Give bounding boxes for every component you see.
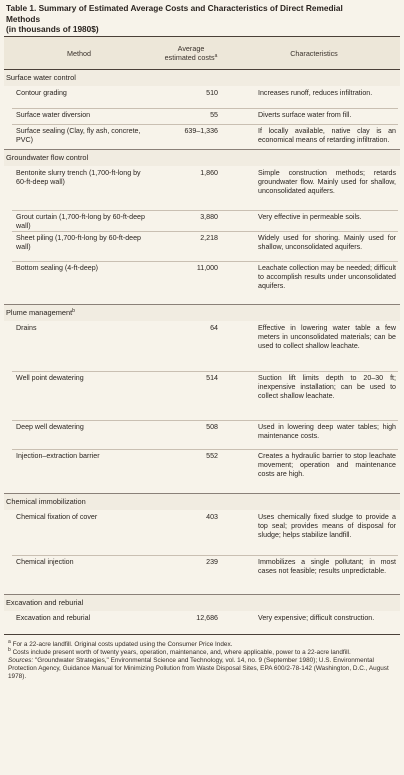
method-characteristics: Simple construction methods; retards groundwater flow. Mainly used for shallow, unconsolidated aquifers. <box>258 169 396 196</box>
method-row <box>4 261 400 304</box>
table-header <box>4 36 400 70</box>
cost-table <box>4 36 400 635</box>
method-name: Chemical fixation of cover <box>16 513 98 521</box>
table-title-line-2: Methods <box>6 13 41 24</box>
category-row <box>4 594 400 611</box>
header-cost-line-1: Average <box>177 44 205 53</box>
method-row <box>4 371 400 420</box>
header-cost <box>154 44 228 62</box>
category-label: Chemical immobilization <box>6 497 86 506</box>
category-row <box>4 493 400 510</box>
method-row <box>4 611 400 634</box>
method-cost: 2,218 <box>200 234 218 242</box>
sources-note <box>8 657 396 681</box>
row-separator <box>12 555 398 556</box>
category-row <box>4 304 400 321</box>
method-name: Surface water diversion <box>16 111 91 119</box>
row-separator <box>12 371 398 372</box>
row-separator <box>12 124 398 125</box>
method-cost: 1,860 <box>200 169 218 177</box>
method-characteristics: Effective in lowering water table a few meters in unconsolidated materials; can be used to collect shallow leachate. <box>258 324 396 351</box>
category-label: Surface water control <box>6 73 76 82</box>
method-name: Deep well dewatering <box>16 423 84 431</box>
method-name: Drains <box>16 324 37 332</box>
method-cost: 3,880 <box>200 213 218 221</box>
method-cost: 514 <box>206 374 218 382</box>
method-characteristics: Very effective in permeable soils. <box>258 213 362 221</box>
category-row <box>4 70 400 86</box>
method-name: Bentonite slurry trench (1,700-ft-long by 60-ft-deep wall) <box>16 169 141 187</box>
row-separator <box>12 420 398 421</box>
method-characteristics: Widely used for shoring. Mainly used for shallow, unconsolidated aquifers. <box>258 234 396 252</box>
method-cost: 508 <box>206 423 218 431</box>
method-row <box>4 321 400 371</box>
header-method: Method <box>67 48 91 58</box>
row-separator <box>12 261 398 262</box>
table-title-line-1: Table 1. Summary of Estimated Average Costs and Characteristics of Direct Remedial <box>6 3 343 13</box>
header-characteristics: Characteristics <box>290 48 338 58</box>
method-characteristics: Uses chemically fixed sludge to provide a top seal; provides means of disposal for sludge; helps stabilize landfill. <box>258 513 396 540</box>
method-row <box>4 124 400 149</box>
method-characteristics: Diverts surface water from fill. <box>258 111 352 119</box>
method-name: Bottom sealing (4-ft-deep) <box>16 264 99 272</box>
sources-text: "Groundwater Strategies," Environmental Science and Technology, vol. 14, no. 9 (September 1980); U.S. Environmental Protection Agency, Guidance Manual for Minimizing Pollution from Waste Disposal Sites, EPA 600/2-78-142 (Washington, D.C., August 1978). <box>8 657 389 681</box>
category-footnote-mark: b <box>72 308 75 314</box>
sources-label: Sources: <box>8 657 34 665</box>
footnote-a-text: For a 22-acre landfill. Original costs updated using the Consumer Price Index. <box>12 641 233 648</box>
method-characteristics: Used in lowering deep water tables; high maintenance costs. <box>258 423 396 441</box>
method-characteristics: Suction lift limits depth to 20–30 ft; inexpensive installation; can be used to collect shallow leachate. <box>258 374 396 401</box>
method-name: Surface sealing (Clay, fly ash, concrete, PVC) <box>16 127 141 145</box>
method-characteristics: Immobilizes a single pollutant; in most cases not feasible; results unpredictable. <box>258 558 396 576</box>
method-name: Sheet piling (1,700-ft-long by 60-ft-deep wall) <box>16 234 142 252</box>
footnote-b-text: Costs include present worth of twenty years, operation, maintenance, and, where applicable, power to a 22-acre landfill. <box>12 649 351 657</box>
method-cost: 239 <box>206 558 218 566</box>
method-characteristics: Creates a hydraulic barrier to stop leachate movement; operation and maintenance costs are high. <box>258 452 396 479</box>
method-row <box>4 166 400 210</box>
footnote-b <box>8 649 396 657</box>
category-label: Groundwater flow control <box>6 153 89 162</box>
method-characteristics: If locally available, native clay is an economical means of retarding infiltration. <box>258 127 396 145</box>
footnotes <box>4 635 400 681</box>
row-separator <box>12 449 398 450</box>
table-title-line-3: (in thousands of 1980$) <box>6 24 99 34</box>
method-row <box>4 86 400 108</box>
method-row <box>4 555 400 594</box>
method-name: Chemical injection <box>16 558 74 566</box>
method-cost: 403 <box>206 513 218 521</box>
header-cost-footnote-mark: a <box>214 53 218 59</box>
table-title <box>4 3 400 36</box>
method-cost: 12,686 <box>196 614 218 622</box>
method-name: Excavation and reburial <box>16 614 91 622</box>
footnote-a <box>8 641 396 649</box>
footnote-a-mark: a <box>8 639 11 645</box>
row-separator <box>12 108 398 109</box>
row-separator <box>12 231 398 232</box>
method-name: Injection–extraction barrier <box>16 452 100 460</box>
method-cost: 11,000 <box>196 264 218 272</box>
category-label: Excavation and reburial <box>6 598 84 607</box>
method-cost: 639–1,336 <box>184 127 218 135</box>
method-cost: 552 <box>206 452 218 460</box>
method-characteristics: Leachate collection may be needed; difficult to accomplish results under unconsolidated aquifers. <box>258 264 396 291</box>
method-characteristics: Very expensive; difficult construction. <box>258 614 375 622</box>
method-row <box>4 231 400 261</box>
category-label: Plume management <box>6 308 73 317</box>
table-bottom-rule <box>4 634 400 635</box>
method-cost: 64 <box>210 324 218 332</box>
method-name: Well point dewatering <box>16 374 84 382</box>
category-row <box>4 149 400 166</box>
method-row <box>4 510 400 555</box>
header-cost-line-2: estimated costs <box>164 53 215 62</box>
row-separator <box>12 210 398 211</box>
method-name: Grout curtain (1,700-ft-long by 60-ft-deep wall) <box>16 213 145 231</box>
method-cost: 510 <box>206 89 218 97</box>
method-characteristics: Increases runoff, reduces infiltration. <box>258 89 373 97</box>
method-row <box>4 210 400 231</box>
method-name: Contour grading <box>16 89 67 97</box>
footnote-b-mark: b <box>8 647 11 654</box>
method-row <box>4 449 400 493</box>
method-row <box>4 108 400 124</box>
method-row <box>4 420 400 449</box>
method-cost: 55 <box>210 111 218 119</box>
table-body <box>4 70 400 634</box>
